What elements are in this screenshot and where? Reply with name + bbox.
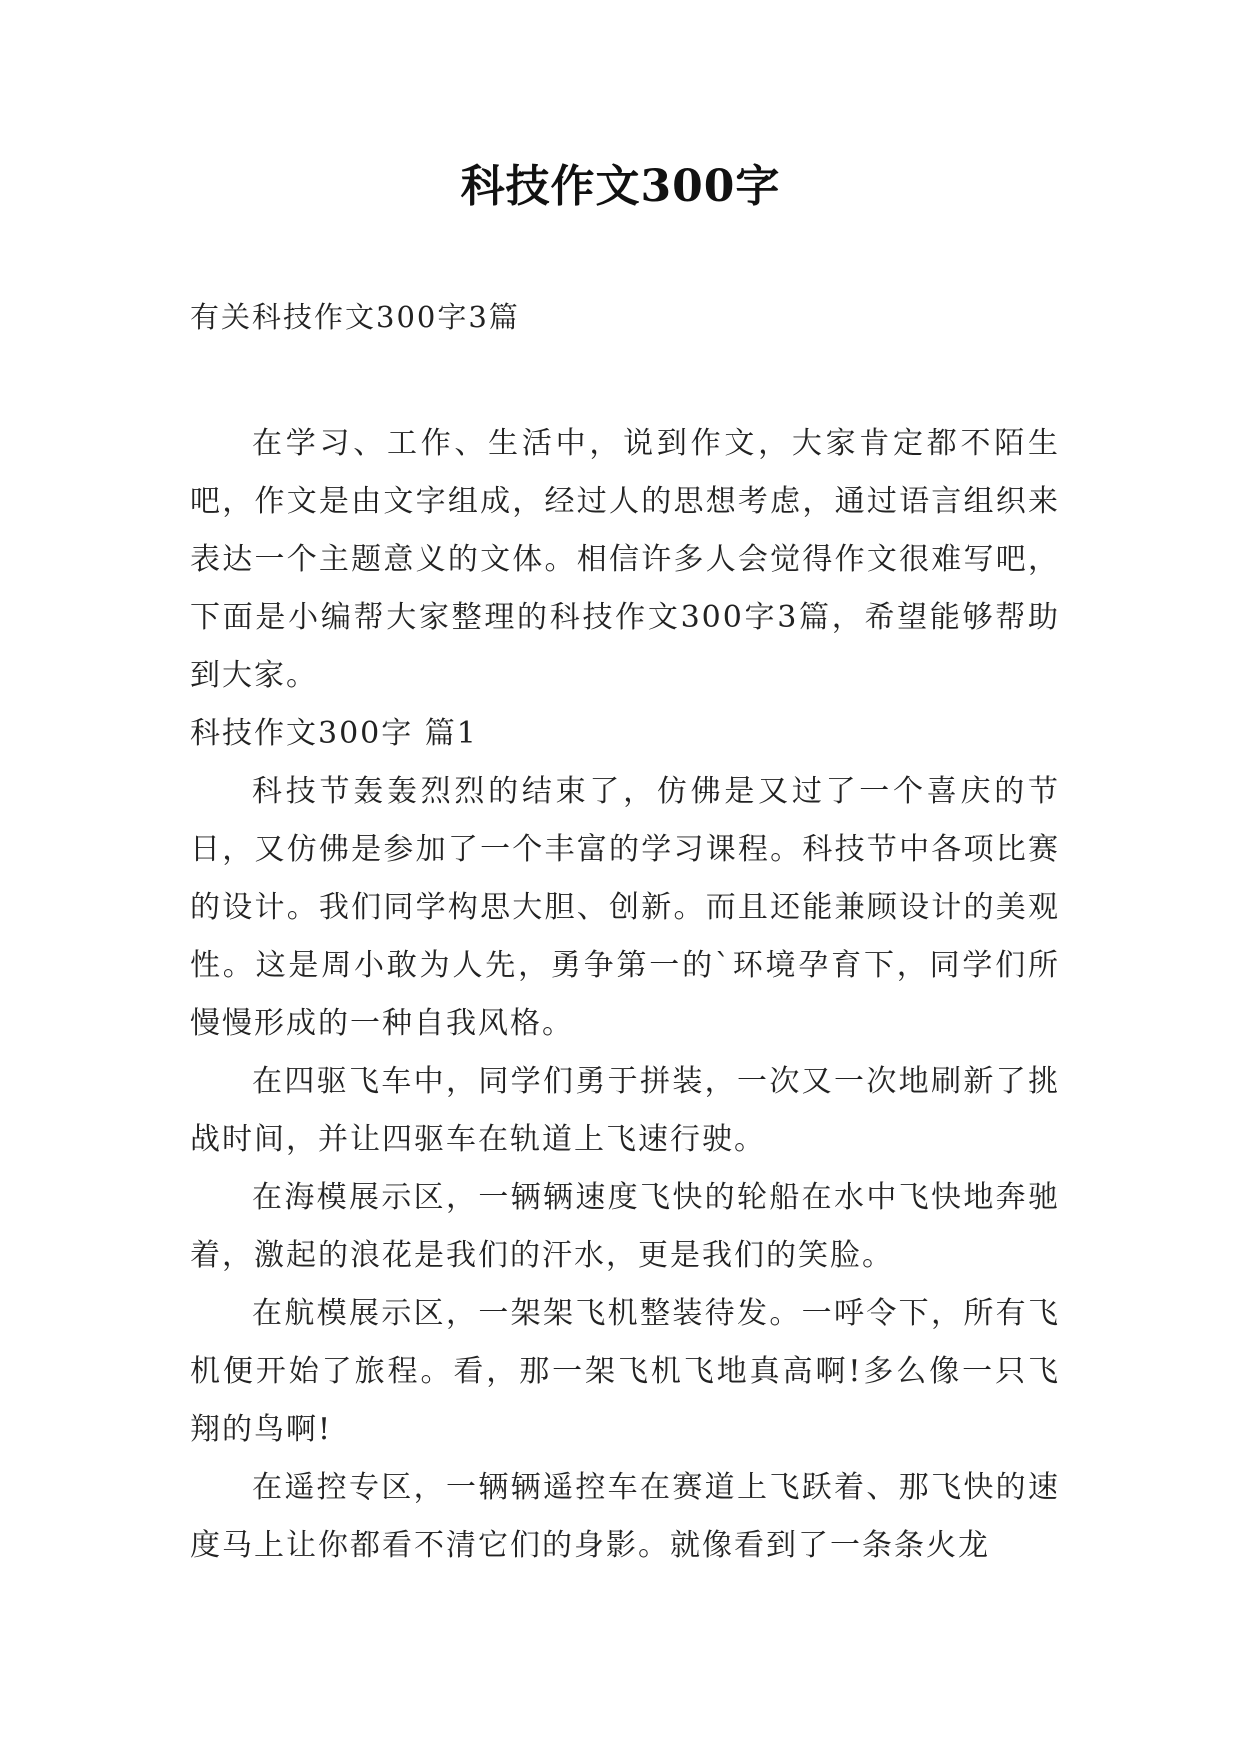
section-heading: 科技作文300字 篇1 (190, 716, 478, 751)
body-paragraph: 在海模展示区，一辆辆速度飞快的轮船在水中飞快地奔驰着，激起的浪花是我们的汗水，更是我们的笑脸。 (190, 1180, 1060, 1273)
document-subtitle: 有关科技作文300字3篇 (190, 300, 520, 334)
body-paragraph: 在四驱飞车中，同学们勇于拼装，一次又一次地刷新了挑战时间，并让四驱车在轨道上飞速行驶。 (190, 1064, 1060, 1157)
document-body (190, 415, 1060, 1575)
body-paragraph: 在遥控专区，一辆辆遥控车在赛道上飞跃着、那飞快的速度马上让你都看不清它们的身影。就像看到了一条条火龙 (190, 1470, 1060, 1563)
page-title: 科技作文300字 (460, 161, 781, 212)
intro-paragraph: 在学习、工作、生活中，说到作文，大家肯定都不陌生吧，作文是由文字组成，经过人的思想考虑，通过语言组织来表达一个主题意义的文体。相信许多人会觉得作文很难写吧，下面是小编帮大家整理的科技作文300字3篇，希望能够帮助到大家。 (190, 426, 1060, 693)
body-paragraph: 科技节轰轰烈烈的结束了，仿佛是又过了一个喜庆的节日，又仿佛是参加了一个丰富的学习课程。科技节中各项比赛的设计。我们同学构思大胆、创新。而且还能兼顾设计的美观性。这是周小敢为人先，勇争第一的`环境孕育下，同学们所慢慢形成的一种自我风格。 (190, 774, 1060, 1041)
body-paragraph: 在航模展示区，一架架飞机整装待发。一呼令下，所有飞机便开始了旅程。看，那一架飞机飞地真高啊!多么像一只飞翔的鸟啊! (190, 1296, 1060, 1447)
